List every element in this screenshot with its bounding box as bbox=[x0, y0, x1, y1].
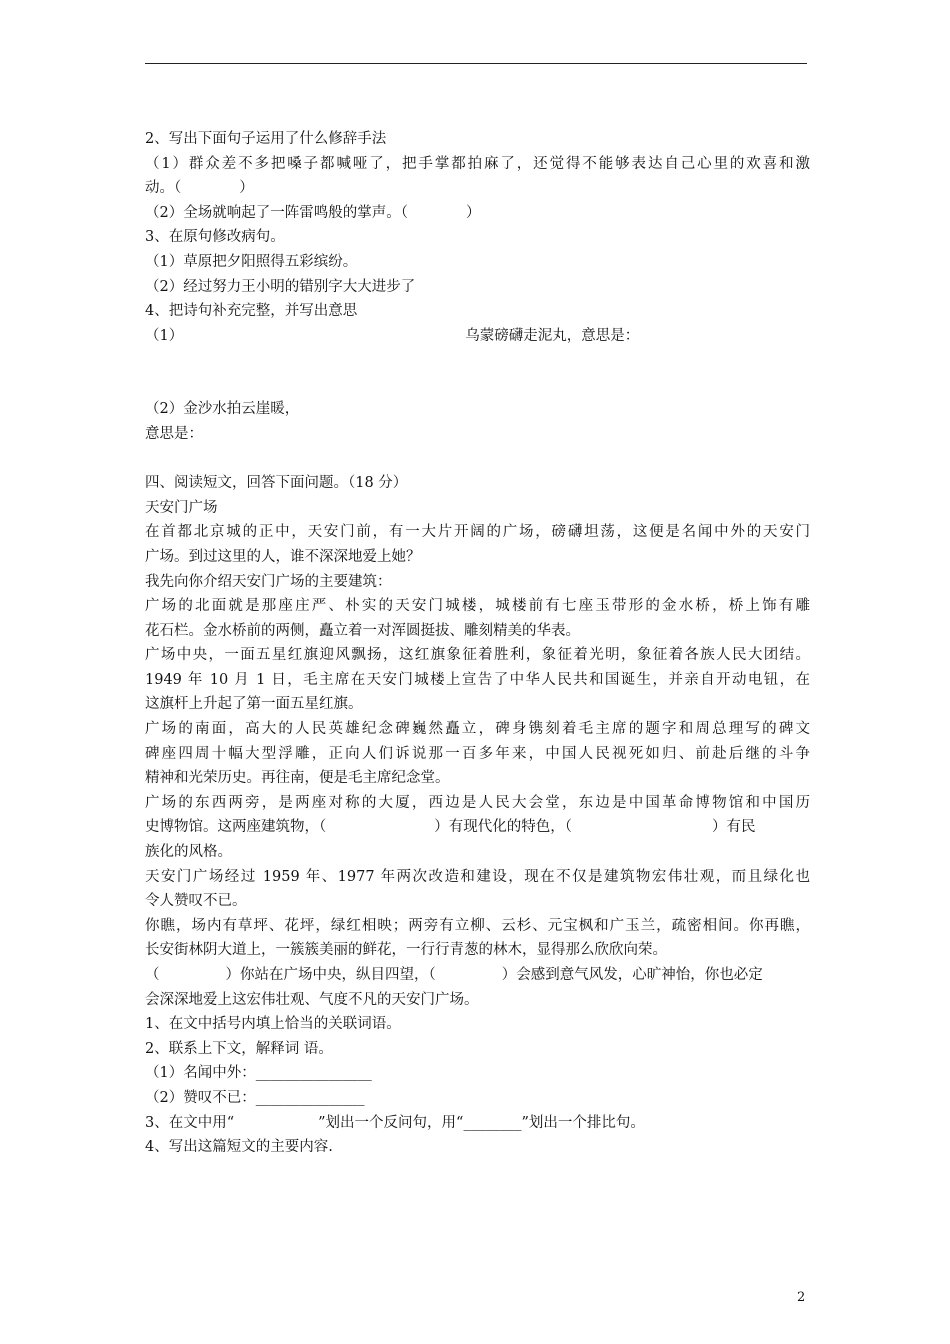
question-fix-sentence-2: （2）经过努力王小明的错别字大大进步了 bbox=[145, 278, 416, 295]
passage-p6-line1: 广场的东西两旁，是两座对称的大厦，西边是人民大会堂，东边是中国革命博物馆和中国历 bbox=[145, 794, 810, 811]
question-poem-1 bbox=[145, 324, 810, 349]
reading-question-3-seg1: 3、在文中用“ bbox=[145, 1114, 235, 1131]
page-number: 2 bbox=[797, 1290, 806, 1305]
passage-p1-line1: 在首都北京城的正中，天安门前，有一大片开阔的广场，磅礴坦荡，这便是名闻中外的天安门 bbox=[145, 524, 810, 541]
reading-question-2-1: （1）名闻中外：________________ bbox=[145, 1065, 372, 1082]
passage-p4-line2: 1949 年 10 月 1 日，毛主席在天安门城楼上宣告了中华人民共和国诞生，并亲自开动电钮，在 bbox=[145, 671, 810, 688]
reading-question-2: 2、联系上下文，解释词 语。 bbox=[145, 1040, 333, 1057]
passage-p6-line2 bbox=[145, 815, 810, 840]
passage-p3-line2: 花石栏。金水桥前的两侧，矗立着一对浑圆挺拔、雕刻精美的华表。 bbox=[145, 622, 580, 639]
reading-question-1: 1、在文中括号内填上恰当的关联词语。 bbox=[145, 1016, 401, 1033]
passage-p6-seg2: ）有现代化的特色，（ bbox=[434, 819, 572, 836]
passage-p9-line2: 会深深地爱上这宏伟壮观、气度不凡的天安门广场。 bbox=[145, 991, 479, 1008]
question-poem-1-text: 乌蒙磅礴走泥丸，意思是： bbox=[465, 327, 640, 344]
question-rhetoric-2: （2）全场就响起了一阵雷鸣般的掌声。（ ） bbox=[145, 204, 481, 221]
question-rhetoric-1-line1: （1）群众差不多把嗓子都喊哑了，把手掌都拍麻了，还觉得不能够表达自己心里的欢喜和激 bbox=[145, 155, 810, 172]
header-rule bbox=[145, 63, 807, 64]
passage-p6-seg1: 史博物馆。这两座建筑物，（ bbox=[145, 819, 327, 836]
passage-p3-line1: 广场的北面就是那座庄严、朴实的天安门城楼，城楼前有七座玉带形的金水桥，桥上饰有雕 bbox=[145, 598, 810, 615]
passage-p5-line2: 碑座四周十幅大型浮雕，正向人们诉说那一百多年来，中国人民视死如归、前赴后继的斗争 bbox=[145, 745, 810, 762]
section-reading-title: 四、阅读短文，回答下面问题。（18 分） bbox=[145, 475, 408, 492]
question-fix-sentence-1: （1）草原把夕阳照得五彩缤纷。 bbox=[145, 253, 358, 270]
question-poem-1-prefix: （1） bbox=[145, 327, 184, 344]
passage-p8-line1: 你瞧，场内有草坪、花坪，绿红相映；两旁有立柳、云杉、元宝枫和广玉兰，疏密相间。你再瞧， bbox=[145, 917, 810, 934]
page-content bbox=[145, 127, 810, 1160]
question-rhetoric-title: 2、写出下面句子运用了什么修辞手法 bbox=[145, 131, 387, 147]
passage-p5-line1: 广场的南面，高大的人民英雄纪念碑巍然矗立，碑身镌刻着毛主席的题字和周总理写的碑文 bbox=[145, 721, 810, 738]
passage-p6-seg3: ）有民 bbox=[712, 819, 756, 836]
passage-p1-line2: 广场。到过这里的人，谁不深深地爱上她？ bbox=[145, 548, 421, 565]
reading-question-3-seg2: ”划出一个反问句，用“________”划出一个排比句。 bbox=[318, 1114, 645, 1131]
passage-title: 天安门广场 bbox=[145, 499, 218, 516]
passage-p9-line1 bbox=[145, 963, 810, 988]
passage-p4-line1: 广场中央，一面五星红旗迎风飘扬，这红旗象征着胜利，象征着光明，象征着各族人民大团结。 bbox=[145, 647, 810, 664]
question-poem-title: 4、把诗句补充完整，并写出意思 bbox=[145, 303, 358, 320]
passage-p9-seg3: ）会感到意气风发，心旷神怡，你也必定 bbox=[501, 967, 763, 983]
passage-p7-line1: 天安门广场经过 1959 年、1977 年两次改造和建设，现在不仅是建筑物宏伟壮观，而且绿化也 bbox=[145, 868, 810, 885]
reading-question-2-2: （2）赞叹不已：_______________ bbox=[145, 1089, 365, 1106]
reading-question-3 bbox=[145, 1111, 810, 1136]
question-poem-2: （2）金沙水拍云崖暖， bbox=[145, 401, 300, 418]
passage-p2: 我先向你介绍天安门广场的主要建筑： bbox=[145, 573, 392, 590]
passage-p9-seg1: （ bbox=[145, 967, 160, 983]
passage-p9-seg2: ）你站在广场中央，纵目四望，（ bbox=[225, 967, 436, 983]
passage-p5-line3: 精神和光荣历史。再往南，便是毛主席纪念堂。 bbox=[145, 770, 450, 787]
passage-p7-line2: 令人赞叹不已。 bbox=[145, 893, 247, 910]
passage-p8-line2: 长安街林阴大道上，一簇簇美丽的鲜花，一行行青葱的林木，显得那么欣欣向荣。 bbox=[145, 942, 667, 959]
reading-question-4: 4、写出这篇短文的主要内容. bbox=[145, 1139, 333, 1156]
question-rhetoric-1-line2: 动。（ ） bbox=[145, 180, 254, 197]
question-fix-sentence-title: 3、在原句修改病句。 bbox=[145, 229, 285, 246]
question-poem-2-meaning: 意思是： bbox=[145, 425, 203, 442]
passage-p6-line3: 族化的风格。 bbox=[145, 844, 232, 861]
passage-p4-line3: 这旗杆上升起了第一面五星红旗。 bbox=[145, 696, 363, 713]
